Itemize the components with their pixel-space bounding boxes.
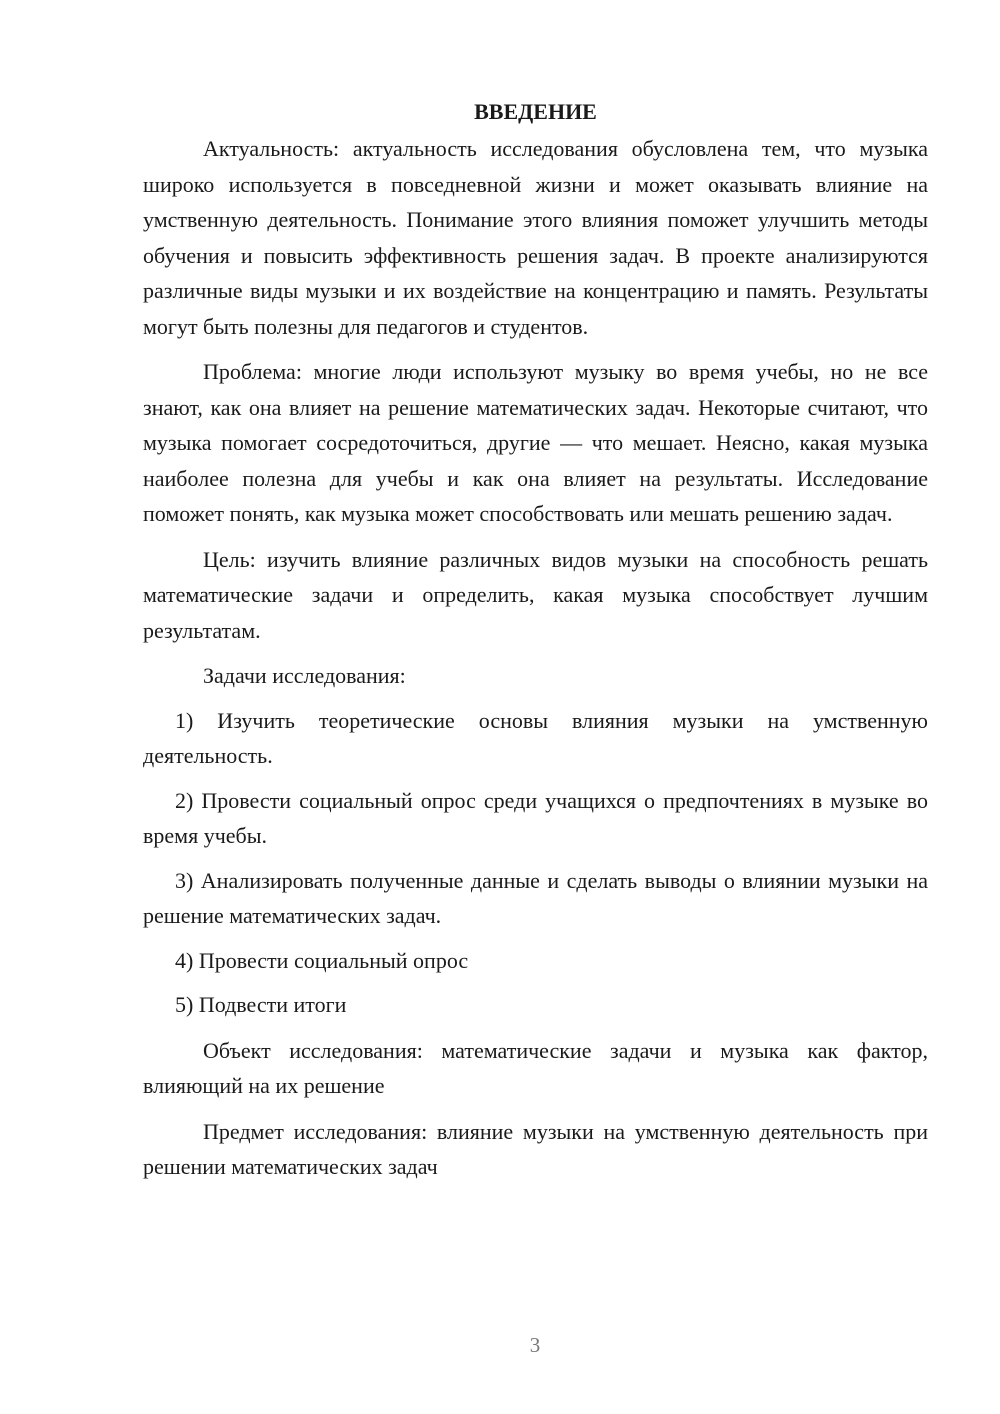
paragraph-object: Объект исследования: математические задачи и музыка как фактор, влияющий на их решение bbox=[143, 1037, 928, 1098]
task-item-4: 4) Провести социальный опрос bbox=[175, 947, 469, 973]
paragraph-subject: Предмет исследования: влияние музыки на умственную деятельность при решении математических задач bbox=[143, 1118, 928, 1179]
task-item-1: 1) Изучить теоретические основы влияния музыки на умственную деятельность. bbox=[143, 707, 928, 768]
section-title: ВВЕДЕНИЕ bbox=[474, 99, 597, 124]
paragraph-relevance: Актуальность: актуальность исследования обусловлена тем, что музыка широко используется в повседневной жизни и может оказывать влияние на умственную деятельность. Понимание этого влияния поможет улучшить методы обучения и повысить эффективность решения задач. В проекте анализируются различные виды музыки и их воздействие на концентрацию и память. Результаты могут быть полезны для педагогов и студентов. bbox=[143, 136, 928, 339]
page-number: 3 bbox=[529, 1333, 541, 1357]
task-item-2: 2) Провести социальный опрос среди учащихся о предпочтениях в музыке во время учебы. bbox=[143, 787, 928, 848]
document-page bbox=[143, 92, 928, 1185]
task-item-5: 5) Подвести итоги bbox=[175, 992, 347, 1017]
paragraph-problem: Проблема: многие люди используют музыку во время учебы, но не все знают, как она влияет на решение математических задач. Некоторые считают, что музыка помогает сосредоточиться, другие — что мешает. Неясно, какая музыка наиболее полезна для учебы и как она влияет на результаты. Исследование поможет понять, как музыка может способствовать или мешать решению задач. bbox=[143, 359, 928, 526]
tasks-heading: Задачи исследования: bbox=[203, 663, 406, 688]
paragraph-goal: Цель: изучить влияние различных видов музыки на способность решать математические задачи и определить, какая музыка способствует лучшим результатам. bbox=[143, 546, 928, 643]
task-item-3: 3) Анализировать полученные данные и сделать выводы о влиянии музыки на решение математических задач. bbox=[143, 867, 928, 928]
